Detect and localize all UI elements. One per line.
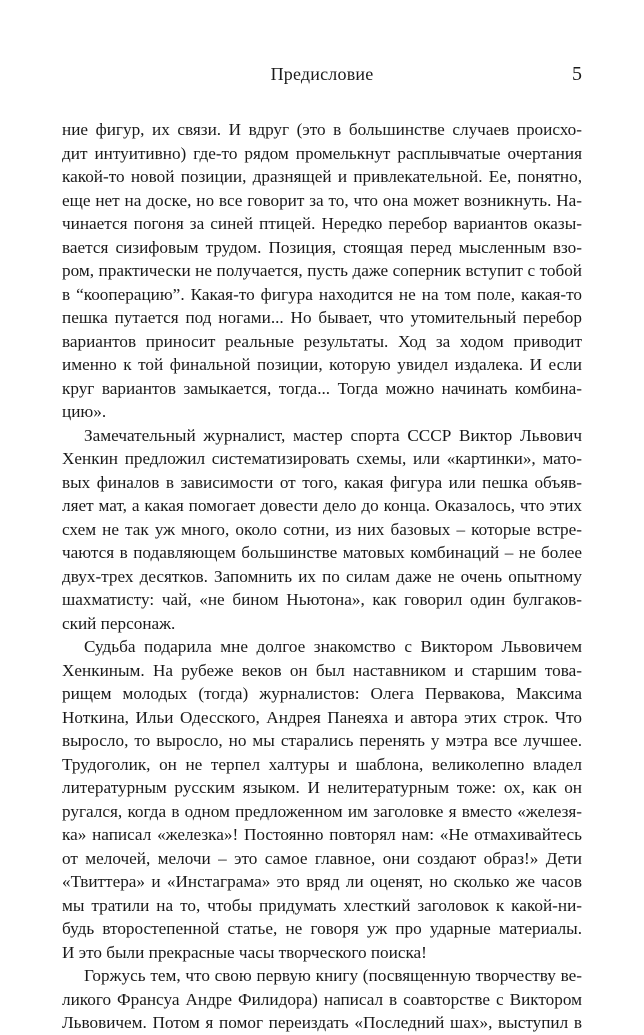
- text-line: какой-то новой позиции, дразнящей и привлекательной. Ее, понятно,: [62, 167, 582, 186]
- running-title: Предисловие: [270, 64, 374, 84]
- running-head: [62, 62, 582, 86]
- text-line: ляет мат, а какая помогает довести дело до конца. Оказалось, что этих: [62, 496, 582, 515]
- text-line: Трудоголик, он не терпел халтуры и шаблона, великолепно владел: [62, 754, 582, 774]
- text-line: рищем молодых (тогда) журналистов: Олега Первакова, Максима: [62, 684, 582, 703]
- text-line: схем не так уж много, около сотни, из них базовых – которые встре-: [62, 519, 582, 539]
- text-line: И это были прекрасные часы творческого поиска!: [62, 942, 427, 962]
- text-line: цию».: [62, 402, 107, 421]
- text-line: ский персонаж.: [62, 613, 176, 633]
- text-line: ликого Франсуа Андре Филидора) написал в соавторстве с Виктором: [62, 989, 582, 1009]
- text-line: «Твиттера» и «Инстаграма» это вряд ли оценят, но сколько же часов: [62, 872, 582, 891]
- text-line: ние фигур, их связи. И вдруг (это в большинстве случаев происхо-: [62, 120, 582, 139]
- text-line: литературным русским языком. И нелитературным тоже: ох, как он: [62, 778, 582, 797]
- text-line: Замечательный журналист, мастер спорта СССР Виктор Львович: [84, 425, 582, 445]
- text-line: мы тратили на то, чтобы придумать хлесткий заголовок к какой-ни-: [62, 895, 582, 915]
- text-line: ка» написал «железка»! Постоянно повторял нам: «Не отмахивайтесь: [62, 825, 582, 844]
- text-line: будь второстепенной статье, не говоря уж про ударные материалы.: [62, 919, 582, 938]
- text-line: в “кооперацию”. Какая-то фигура находится не на том поле, какая-то: [62, 284, 582, 304]
- body-text: [62, 118, 582, 1035]
- text-line: Львовичем. Потом я помог переиздать «Последний шах», выступил в: [62, 1013, 582, 1032]
- text-line: чаются в подавляющем большинстве матовых комбинаций – не более: [62, 543, 582, 562]
- text-line: вается сизифовым трудом. Позиция, стоящая перед мысленным взо-: [62, 237, 582, 257]
- text-line: дит интуитивно) где-то рядом промелькнут расплывчатые очертания: [62, 143, 582, 163]
- paragraph: [62, 424, 582, 636]
- text-line: Хенкин предложил систематизировать схемы, или «картинки», мато-: [62, 449, 582, 468]
- text-line: ругался, когда в одном предложенном им заголовке я вместо «железя-: [62, 801, 582, 821]
- text-line: от мелочей, мелочи – это самое главное, они создают образ!» Дети: [62, 848, 582, 868]
- text-line: еще нет на доске, но все говорит за то, что она может возникнуть. На-: [62, 190, 582, 210]
- text-line: именно к той финальной позиции, которую увидел издалека. И если: [62, 355, 582, 374]
- text-line: ром, практически не получается, пусть даже соперник вступит с тобой: [62, 261, 582, 280]
- text-line: пешка путается под ногами... Но бывает, что утомительный перебор: [62, 308, 582, 327]
- text-line: круг вариантов замыкается, тогда... Тогда можно начинать комбина-: [62, 378, 582, 398]
- text-line: чинается погоня за синей птицей. Нередко перебор вариантов оказы-: [62, 214, 582, 233]
- text-line: Ноткина, Ильи Одесского, Андрея Панеяха и автора этих строк. Что: [62, 707, 582, 727]
- page-number: 5: [572, 63, 582, 85]
- text-line: вариантов приносит реальные результаты. Ход за ходом приводит: [62, 331, 582, 351]
- text-line: вых финалов в зависимости от того, какая фигура или пешка объяв-: [62, 472, 582, 492]
- text-line: шахматисту: чай, «не бином Ньютона», как говорил один булгаков-: [62, 590, 582, 609]
- paragraph: [62, 964, 582, 1035]
- paragraph: [62, 635, 582, 964]
- text-line: Горжусь тем, что свою первую книгу (посвященную творчеству ве-: [84, 966, 582, 985]
- text-line: двух-трех десятков. Запомнить их по силам даже не очень опытному: [62, 566, 582, 586]
- text-line: выросло, то выросло, но мы старались перенять у мэтра все лучшее.: [62, 731, 582, 750]
- text-line: Судьба подарила мне долгое знакомство с Виктором Львовичем: [84, 637, 582, 656]
- text-line: Хенкиным. На рубеже веков он был наставником и старшим това-: [62, 660, 582, 680]
- paragraph: [62, 118, 582, 424]
